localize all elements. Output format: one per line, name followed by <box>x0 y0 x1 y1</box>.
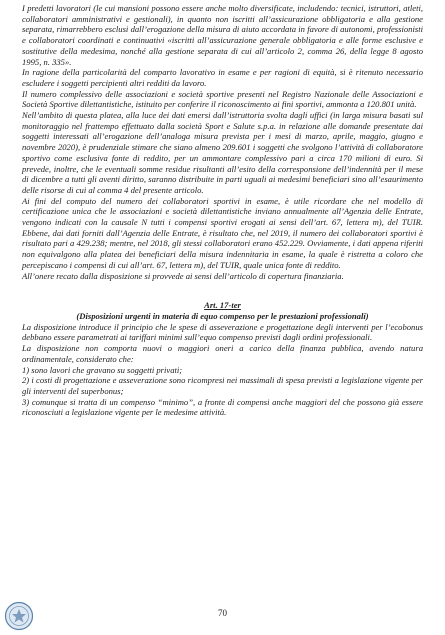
article-number: Art. 17-ter <box>204 300 241 311</box>
article-title: (Disposizioni urgenti in materia di equo compenso per le prestazioni professionali) <box>76 310 369 321</box>
paragraph: La disposizione non comporta nuovi o maggiori oneri a carico della finanza pubblica, avendo natura ordinamentale, considerato che: <box>22 343 423 364</box>
paragraph: All’onere recato dalla disposizione si provvede ai sensi dell’articolo di copertura finanziaria. <box>22 270 344 281</box>
list-item: 1) sono lavori che gravano su soggetti privati; <box>22 364 183 375</box>
page-number: 70 <box>218 608 227 618</box>
paragraph: In ragione della particolarità del comparto lavorativo in esame e per ragioni di equità, si è ritenuto necessario escludere i soggetti percipienti altri redditi da lavoro. <box>22 67 423 88</box>
paragraph: Ai fini del computo del numero dei collaboratori sportivi in esame, è utile ricordare che nel modello di certificazione unica che le associazioni e società dilettantistiche inviano annualmente all’Agenzia delle Entrate, vengono indicati con la causale N tutti i compensi sportivi erogati ai sensi dell’art. 67, lettera m), del TUIR. Ebbene, dai dati forniti dall’Agenzia delle Entrate, è risultato che, nel 2019, il numero dei collaboratori sportivi è risultato pari a 429.238; mentre, nel 2018, gli stessi collaboratori erano 452.229. Ovviamente, i dati appena riferiti non equivalgono alla platea dei beneficiari della misura indennitaria in esame, la quale è ristretta a coloro che percepiscano i compensi di cui all’art. 67, lettera m), del TUIR, quale unica fonte di reddito. <box>22 195 423 270</box>
paragraph: I predetti lavoratori (le cui mansioni possono essere anche molto diversificate, includendo: tecnici, istruttori, atleti, collaboratori amministrativi e gestionali), in quanto non iscritti all’assicurazione obbligatoria e alla gestione separata, rimarrebbero esclusi dall’erogazione della misura di aiuto accordata in favore di autonomi, professionisti e collaboratori coordinati e continuativi «iscritti all’assicurazione generale obbligatoria e alle forme esclusive e sostitutive della medesima, nonché alla gestione separata di cui all’articolo 2, comma 26, della legge 8 agosto 1995, n. 335». <box>22 3 423 67</box>
paragraph: La disposizione introduce il principio che le spese di asseverazione e progettazione degli interventi per l’ecobonus debbano essere parametrati ai tariffari minimi sull’equo compenso previsti dagli ordini professionali. <box>22 321 423 343</box>
paragraph: Nell’ambito di questa platea, alla luce dei dati emersi dall’istruttoria svolta dagli uffici (in larga misura basati sul monitoraggio nel frattempo effettuato dalla società Sport e Salute s.p.a. in relazione alle domande presentate dai soggetti interessati all’erogazione dell’analoga misura prevista per i mesi di marzo, aprile, maggio, giugno e novembre 2020), è prudenziale stimare che siano almeno 209.601 i soggetti che svolgono l’attività di collaboratore sportivo come esclusiva fonte di reddito, per un ammontare complessivo pari a circa 170 milioni di euro. Si prevede, inoltre, che le eventuali somme residue risultanti all’esito della corresponsione dell’indennità per il mese di dicembre a tutti gli aventi diritto, saranno distribuite in parti uguali ai medesimi beneficiari sino all’esaurimento delle risorse di cui al comma 4 del presente articolo. <box>22 110 423 195</box>
paragraph: Il numero complessivo delle associazioni e società sportive presenti nel Registro Nazionale delle Associazioni e Società Sportive dilettantistiche, istituito per conferire il riconoscimento ai fini sportivi, ammonta a 120.801 unità. <box>22 88 423 110</box>
list-item: 3) comunque si tratta di un compenso “minimo”, a fronte di compensi anche maggiori del che possono già essere riconosciuti a legislazione vigente per le medesime attività. <box>22 396 423 418</box>
body-text <box>22 3 423 418</box>
list-item: 2) i costi di progettazione e asseverazione sono ricompresi nei massimali di spesa previsti a legislazione vigente per gli interventi del superbonus; <box>22 375 423 396</box>
